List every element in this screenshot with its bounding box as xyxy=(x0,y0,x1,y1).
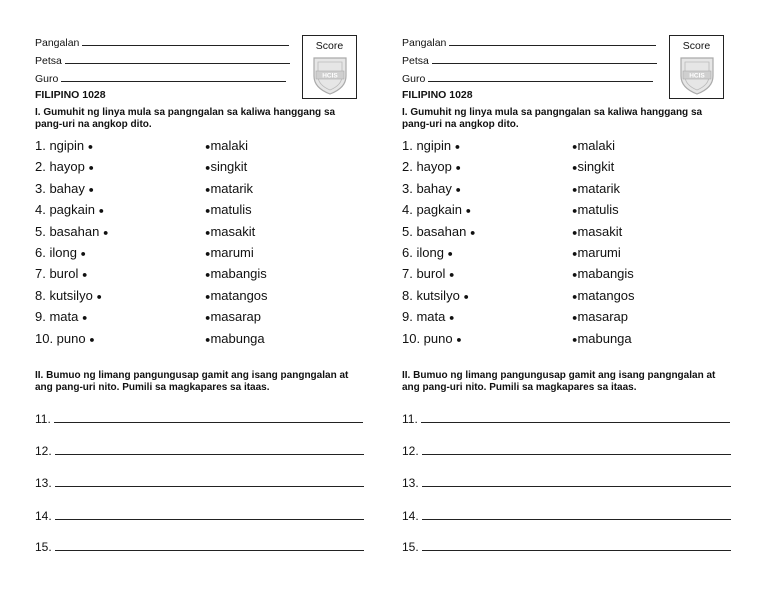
name-label: Pangalan xyxy=(402,37,447,49)
adjective-text: singkit xyxy=(210,159,248,174)
adjective-dot[interactable]: ● xyxy=(205,227,211,238)
adjective-item xyxy=(205,331,265,346)
adjective-item xyxy=(572,159,614,174)
adjective-dot[interactable]: ● xyxy=(205,248,211,259)
noun-text: 5. basahan xyxy=(402,224,467,239)
adjective-item xyxy=(205,181,253,196)
answer-line[interactable] xyxy=(54,412,363,423)
date-field xyxy=(35,54,290,68)
noun-text: 4. pagkain xyxy=(35,202,95,217)
school-shield-logo-icon xyxy=(311,54,349,96)
noun-text: 10. puno xyxy=(402,331,453,346)
noun-text: 1. ngipin xyxy=(402,138,452,153)
name-field xyxy=(35,36,289,50)
answer-line[interactable] xyxy=(421,412,730,423)
noun-item xyxy=(35,202,104,217)
noun-item xyxy=(35,288,102,303)
score-label: Score xyxy=(315,40,344,52)
adjective-item xyxy=(205,288,268,303)
noun-dot[interactable]: ● xyxy=(102,227,109,238)
noun-item xyxy=(402,309,454,324)
adjective-dot[interactable]: ● xyxy=(205,162,211,173)
adjective-item xyxy=(572,288,635,303)
adjective-text: malaki xyxy=(210,138,249,153)
adjective-dot[interactable]: ● xyxy=(572,141,578,152)
adjective-item xyxy=(572,181,620,196)
noun-dot[interactable]: ● xyxy=(449,269,455,280)
answer-row xyxy=(402,509,731,523)
name-label: Pangalan xyxy=(35,37,80,49)
noun-item xyxy=(402,159,461,174)
adjective-dot[interactable]: ● xyxy=(205,312,211,323)
noun-dot[interactable]: ● xyxy=(88,184,94,195)
adjective-dot[interactable]: ● xyxy=(205,269,211,280)
noun-text: 5. basahan xyxy=(35,224,100,239)
teacher-label: Guro xyxy=(35,73,59,85)
adjective-item xyxy=(205,266,267,281)
noun-dot[interactable]: ● xyxy=(448,312,455,323)
answer-line[interactable] xyxy=(422,540,731,551)
adjective-dot[interactable]: ● xyxy=(572,334,578,345)
worksheet-right xyxy=(367,0,751,594)
noun-dot[interactable]: ● xyxy=(88,162,94,173)
teacher-label: Guro xyxy=(402,73,426,85)
adjective-item xyxy=(572,309,628,324)
noun-item xyxy=(35,309,87,324)
teacher-field xyxy=(35,72,286,86)
answer-row xyxy=(35,540,364,554)
answer-line[interactable] xyxy=(422,444,731,455)
part1-instruction: I. Gumuhit ng linya mula sa pangngalan sa kaliwa hanggang sa pang-uri na angkop dito. xyxy=(35,107,336,130)
noun-dot[interactable]: ● xyxy=(81,312,88,323)
noun-dot[interactable]: ● xyxy=(454,141,461,152)
answer-line[interactable] xyxy=(422,476,731,487)
adjective-dot[interactable]: ● xyxy=(572,248,578,259)
adjective-item xyxy=(205,138,248,153)
teacher-line[interactable] xyxy=(61,72,286,82)
noun-item xyxy=(35,245,86,260)
adjective-text: singkit xyxy=(577,159,615,174)
answer-number: 15. xyxy=(35,540,52,554)
date-line[interactable] xyxy=(432,54,657,64)
answer-number: 11. xyxy=(402,412,418,426)
noun-text: 3. bahay xyxy=(402,181,452,196)
adjective-dot[interactable]: ● xyxy=(572,312,578,323)
adjective-item xyxy=(205,245,254,260)
name-line[interactable] xyxy=(82,36,289,46)
date-field xyxy=(402,54,657,68)
noun-text: 4. pagkain xyxy=(402,202,462,217)
noun-dot[interactable]: ● xyxy=(96,291,102,302)
adjective-text: matulis xyxy=(577,202,619,217)
noun-item xyxy=(35,266,87,281)
adjective-text: masakit xyxy=(577,224,623,239)
adjective-item xyxy=(572,266,634,281)
adjective-dot[interactable]: ● xyxy=(205,334,211,345)
adjective-text: malaki xyxy=(577,138,616,153)
adjective-dot[interactable]: ● xyxy=(572,269,578,280)
answer-line[interactable] xyxy=(55,509,364,520)
noun-text: 2. hayop xyxy=(402,159,452,174)
noun-text: 2. hayop xyxy=(35,159,85,174)
adjective-text: mabunga xyxy=(210,331,265,346)
noun-item xyxy=(402,181,461,196)
name-line[interactable] xyxy=(449,36,656,46)
noun-item xyxy=(402,266,454,281)
answer-row xyxy=(402,444,731,458)
answer-row xyxy=(35,412,363,426)
date-label: Petsa xyxy=(35,55,62,67)
adjective-item xyxy=(205,202,252,217)
answer-line[interactable] xyxy=(55,476,364,487)
adjective-text: marumi xyxy=(577,245,621,260)
adjective-dot[interactable]: ● xyxy=(572,205,578,216)
course-code: FILIPINO 1028 xyxy=(35,89,106,101)
answer-number: 13. xyxy=(402,476,419,490)
noun-item xyxy=(35,224,108,239)
noun-text: 9. mata xyxy=(402,309,446,324)
answer-number: 12. xyxy=(35,444,52,458)
adjective-item xyxy=(572,202,619,217)
answer-number: 15. xyxy=(402,540,419,554)
noun-dot[interactable]: ● xyxy=(455,162,461,173)
adjective-text: masakit xyxy=(210,224,256,239)
adjective-text: matangos xyxy=(210,288,268,303)
answer-line[interactable] xyxy=(55,540,364,551)
noun-dot[interactable]: ● xyxy=(82,269,88,280)
noun-dot[interactable]: ● xyxy=(447,248,453,259)
answer-number: 14. xyxy=(35,509,52,523)
adjective-text: mabangis xyxy=(210,266,267,281)
adjective-text: marumi xyxy=(210,245,254,260)
teacher-field xyxy=(402,72,653,86)
answer-row xyxy=(35,509,364,523)
adjective-dot[interactable]: ● xyxy=(205,184,211,195)
noun-item xyxy=(35,331,95,346)
noun-item xyxy=(402,245,453,260)
adjective-dot[interactable]: ● xyxy=(205,291,211,302)
score-box xyxy=(669,35,724,99)
adjective-text: masarap xyxy=(577,309,629,324)
answer-line[interactable] xyxy=(422,509,731,520)
part1-instruction: I. Gumuhit ng linya mula sa pangngalan sa kaliwa hanggang sa pang-uri na angkop dito. xyxy=(402,107,703,130)
logo-text: HCIS xyxy=(689,72,705,80)
answer-number: 13. xyxy=(35,476,52,490)
course-code: FILIPINO 1028 xyxy=(402,89,473,101)
part2-instruction: II. Bumuo ng limang pangungusap gamit ang isang pangngalan at ang pang-uri nito. Pumili sa magkapares sa itaas. xyxy=(402,370,716,393)
noun-text: 10. puno xyxy=(35,331,86,346)
noun-text: 3. bahay xyxy=(35,181,85,196)
adjective-dot[interactable]: ● xyxy=(572,291,578,302)
adjective-dot[interactable]: ● xyxy=(572,162,578,173)
adjective-dot[interactable]: ● xyxy=(572,227,578,238)
school-shield-logo-icon xyxy=(678,54,716,96)
answer-number: 11. xyxy=(35,412,51,426)
answer-row xyxy=(35,476,364,490)
adjective-item xyxy=(205,224,255,239)
adjective-text: matulis xyxy=(210,202,252,217)
answer-line[interactable] xyxy=(55,444,364,455)
answer-row xyxy=(35,444,364,458)
adjective-text: matarik xyxy=(210,181,254,196)
noun-dot[interactable]: ● xyxy=(455,184,461,195)
adjective-item xyxy=(572,138,615,153)
logo-text: HCIS xyxy=(322,72,338,80)
adjective-text: matangos xyxy=(577,288,635,303)
noun-text: 6. ilong xyxy=(35,245,77,260)
adjective-item xyxy=(572,245,621,260)
noun-dot[interactable]: ● xyxy=(456,334,462,345)
answer-row xyxy=(402,412,730,426)
noun-item xyxy=(402,138,460,153)
noun-text: 8. kutsilyo xyxy=(402,288,460,303)
date-label: Petsa xyxy=(402,55,429,67)
noun-item xyxy=(402,288,469,303)
name-field xyxy=(402,36,656,50)
adjective-text: mabunga xyxy=(577,331,632,346)
noun-dot[interactable]: ● xyxy=(465,205,472,216)
adjective-item xyxy=(205,309,261,324)
adjective-text: masarap xyxy=(210,309,262,324)
noun-text: 8. kutsilyo xyxy=(35,288,93,303)
noun-dot[interactable]: ● xyxy=(98,205,105,216)
noun-dot[interactable]: ● xyxy=(80,248,86,259)
adjective-dot[interactable]: ● xyxy=(572,184,578,195)
noun-dot[interactable]: ● xyxy=(89,334,95,345)
date-line[interactable] xyxy=(65,54,290,64)
adjective-item xyxy=(572,224,622,239)
noun-dot[interactable]: ● xyxy=(469,227,476,238)
adjective-dot[interactable]: ● xyxy=(205,141,211,152)
noun-item xyxy=(35,138,93,153)
score-label: Score xyxy=(682,40,711,52)
noun-item xyxy=(35,181,94,196)
noun-text: 7. burol xyxy=(402,266,446,281)
noun-item xyxy=(402,224,475,239)
score-box xyxy=(302,35,357,99)
part2-instruction: II. Bumuo ng limang pangungusap gamit ang isang pangngalan at ang pang-uri nito. Pumili sa magkapares sa itaas. xyxy=(35,370,349,393)
teacher-line[interactable] xyxy=(428,72,653,82)
answer-number: 14. xyxy=(402,509,419,523)
noun-text: 1. ngipin xyxy=(35,138,85,153)
adjective-item xyxy=(205,159,247,174)
noun-item xyxy=(402,202,471,217)
adjective-text: matarik xyxy=(577,181,621,196)
answer-row xyxy=(402,540,731,554)
noun-text: 9. mata xyxy=(35,309,79,324)
adjective-dot[interactable]: ● xyxy=(205,205,211,216)
answer-row xyxy=(402,476,731,490)
adjective-text: mabangis xyxy=(577,266,634,281)
noun-dot[interactable]: ● xyxy=(87,141,94,152)
noun-item xyxy=(35,159,94,174)
answer-number: 12. xyxy=(402,444,419,458)
noun-item xyxy=(402,331,462,346)
noun-text: 6. ilong xyxy=(402,245,444,260)
noun-text: 7. burol xyxy=(35,266,79,281)
adjective-item xyxy=(572,331,632,346)
noun-dot[interactable]: ● xyxy=(463,291,469,302)
